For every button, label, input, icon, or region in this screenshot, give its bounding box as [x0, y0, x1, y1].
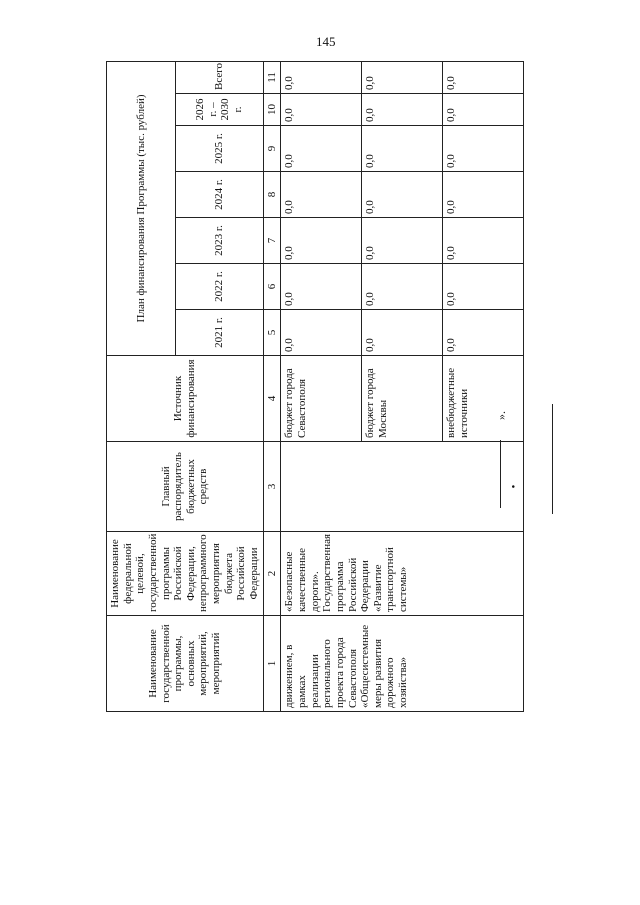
- value-cell: 0,0: [362, 94, 443, 126]
- col-number: 2: [263, 532, 281, 616]
- page-number: 145: [316, 34, 336, 49]
- header-year-2023: 2023 г.: [176, 218, 263, 264]
- table-rotated-container: [106, 62, 524, 712]
- program-name-cell: движением, в рамках реализации регионального проекта города Севастополя «Общесистемные меры развития дорожного хозяйства»: [281, 616, 524, 712]
- value-cell: 0,0: [443, 61, 524, 93]
- mark: •: [508, 484, 521, 489]
- header-year-2021: 2021 г.: [176, 310, 263, 356]
- header-year-2022: 2022 г.: [176, 264, 263, 310]
- col-number: 4: [263, 356, 281, 442]
- source-cell: внебюджетные источники: [443, 356, 524, 442]
- source-cell: бюджет города Москвы: [362, 356, 443, 442]
- value-cell: 0,0: [443, 172, 524, 218]
- value-cell: 0,0: [362, 310, 443, 356]
- col-number: 5: [263, 310, 281, 356]
- table-row: [281, 61, 362, 711]
- header-financing-source: Источник финансирования: [107, 356, 264, 442]
- header-federal-program: Наименование федеральной целевой, государственной программы Российской Федерации, непрограммного мероприятия бюджета Российской Федерации: [107, 532, 264, 616]
- header-year-2025: 2025 г.: [176, 126, 263, 172]
- value-cell: 0,0: [443, 126, 524, 172]
- budget-manager-cell: [281, 442, 524, 532]
- header-financing-plan: План финансирования Программы (тыс. рублей): [107, 61, 176, 355]
- source-cell: бюджет города Севастополя: [281, 356, 362, 442]
- value-cell: 0,0: [281, 172, 362, 218]
- header-budget-manager: Главный распорядитель бюджетных средств: [107, 442, 264, 532]
- value-cell: 0,0: [281, 218, 362, 264]
- value-cell: 0,0: [362, 126, 443, 172]
- closing-mark: ».: [494, 411, 508, 420]
- header-program-name: Наименование государственной программы, основных мероприятий, мероприятий: [107, 616, 264, 712]
- value-cell: 0,0: [362, 218, 443, 264]
- value-cell: 0,0: [362, 264, 443, 310]
- col-number: 11: [263, 61, 281, 93]
- value-cell: 0,0: [362, 172, 443, 218]
- value-cell: 0,0: [281, 94, 362, 126]
- value-cell: 0,0: [443, 310, 524, 356]
- signature-line: [500, 440, 501, 508]
- column-number-row: [263, 61, 281, 711]
- value-cell: 0,0: [362, 61, 443, 93]
- col-number: 8: [263, 172, 281, 218]
- value-cell: 0,0: [281, 61, 362, 93]
- value-cell: 0,0: [281, 126, 362, 172]
- col-number: 1: [263, 616, 281, 712]
- value-cell: 0,0: [443, 218, 524, 264]
- value-cell: 0,0: [443, 264, 524, 310]
- col-number: 7: [263, 218, 281, 264]
- value-cell: 0,0: [443, 94, 524, 126]
- col-number: 9: [263, 126, 281, 172]
- header-year-2024: 2024 г.: [176, 172, 263, 218]
- federal-program-cell: «Безопасные качественные дороги». Государственная программа Российской Федерации «Развитие транспортной системы»: [281, 532, 524, 616]
- financing-table: [106, 61, 524, 712]
- header-total: Всего: [176, 61, 263, 93]
- col-number: 10: [263, 94, 281, 126]
- signature-line: [552, 404, 553, 514]
- value-cell: 0,0: [281, 264, 362, 310]
- header-year-2026-2030: 2026 г. – 2030 г.: [176, 94, 263, 126]
- value-cell: 0,0: [281, 310, 362, 356]
- col-number: 6: [263, 264, 281, 310]
- col-number: 3: [263, 442, 281, 532]
